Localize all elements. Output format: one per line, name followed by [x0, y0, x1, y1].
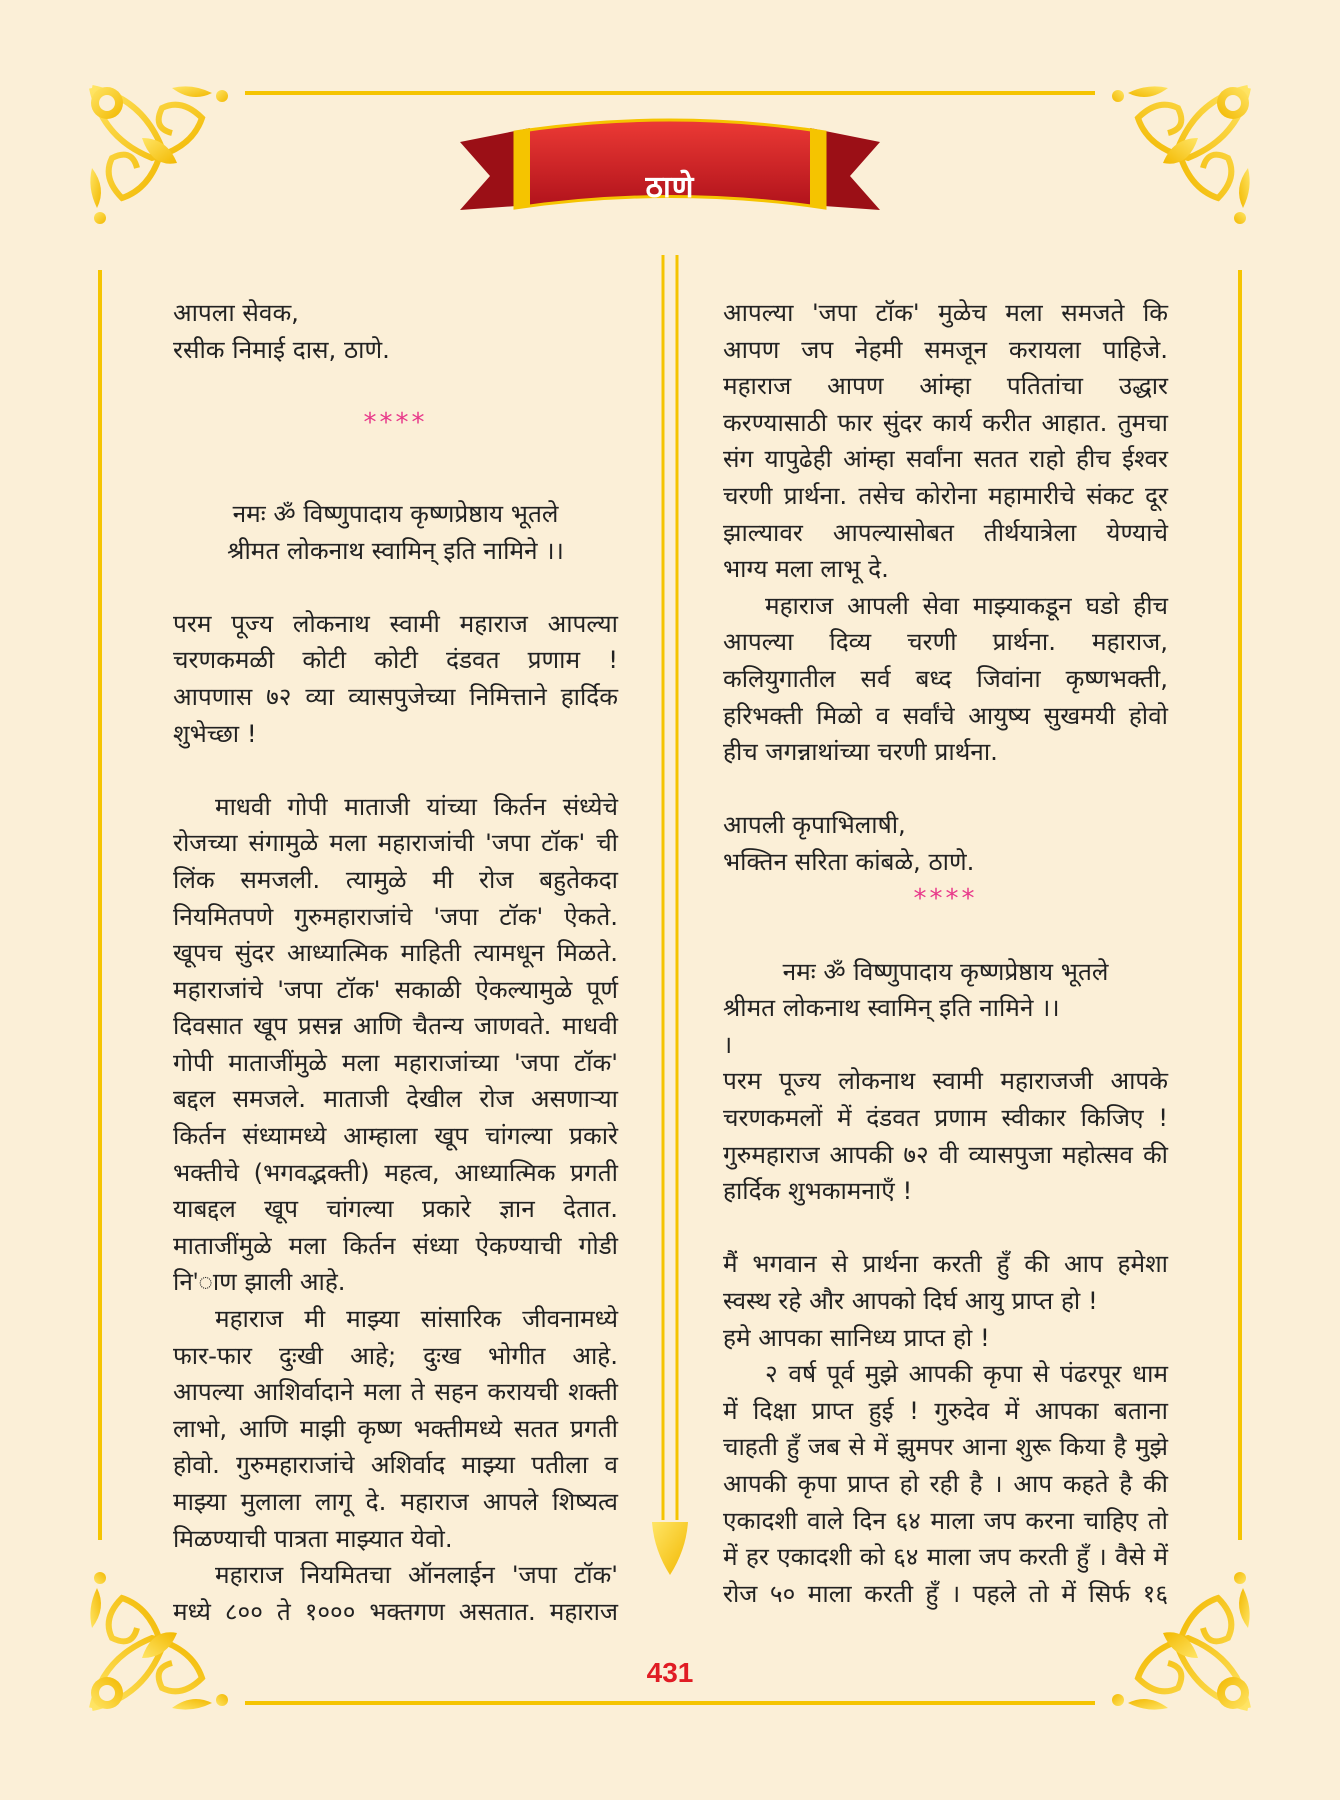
left-mantra — [173, 496, 618, 569]
text-line: परम पूज्य लोकनाथ स्वामी महाराजजी आपके — [723, 1066, 1168, 1096]
text-line: चाहती हुँ जब से में झुमपर आना शुरू किया है मुझे — [723, 1432, 1168, 1462]
right-paragraph-1 — [723, 295, 1168, 588]
text-line: नियमितपणे गुरुमहाराजांचे 'जपा टॉक' ऐकते. — [173, 901, 618, 931]
text-line: आपला सेवक, — [173, 298, 299, 327]
text-line: आपणास ७२ व्या व्यासपुजेच्या निमित्ताने हार्दिक — [173, 681, 618, 711]
separator-stars: **** — [913, 883, 978, 914]
text-line: रोज ५० माला करती हुँ । पहले तो में सिर्फ १६ — [723, 1578, 1168, 1608]
right-mantra — [723, 954, 1168, 1064]
text-line: दिवसात खूप प्रसन्न आणि चैतन्य जाणवते. माधवी — [173, 1011, 618, 1041]
text-line: भक्तीचे (भगवद्भक्ती) महत्व, आध्यात्मिक प्रगती — [173, 1157, 618, 1187]
text-line: आपल्या दिव्य चरणी प्रार्थना. महाराज, — [723, 627, 1168, 657]
text-line: माझ्या मुलाला लागू दे. महाराज आपले शिष्यत्व — [173, 1487, 618, 1516]
text-line: लाभो, आणि माझी कृष्ण भक्तीमध्ये सतत प्रगती — [173, 1413, 618, 1443]
text-line: में दिक्षा प्राप्त हुई ! गुरुदेव में आपका बताना — [723, 1395, 1168, 1425]
text-line: होवो. गुरुमहाराजांचे अशिर्वाद माझ्या पतीला व — [173, 1450, 618, 1480]
right-column — [723, 295, 1168, 1612]
page-number: 431 — [646, 1657, 694, 1688]
text-line: महाराज आपली सेवा माझ्याकडून घडो हीच — [765, 590, 1168, 620]
text-line: में हर एकादशी को ६४ माला जप करती हुँ । वैसे में — [723, 1542, 1168, 1572]
text-line: गुरुमहाराज आपकी ७२ वी व्यासपुजा महोत्सव की — [723, 1139, 1168, 1169]
text-line: भक्तिन सरिता कांबळे, ठाणे. — [723, 846, 975, 876]
text-line: कलियुगातील सर्व बध्द जिवांना कृष्णभक्ती, — [723, 663, 1168, 693]
text-line: हीच जगन्नाथांच्या चरणी प्रार्थना. — [723, 737, 998, 767]
text-line: संग यापुढेही आंम्हा सर्वांना सतत राहो हीच ईश्वर — [723, 444, 1168, 474]
text-line: । — [723, 1029, 733, 1059]
text-line: आपण जप नेहमी समजून करायला पाहिजे. — [723, 334, 1168, 364]
text-line: माताजींमुळे मला किर्तन संध्या ऐकण्याची गोडी — [173, 1230, 618, 1260]
text-line: आपकी कृपा प्राप्त हो रही है । आप कहते है की — [723, 1469, 1168, 1498]
text-line: रोजच्या संगामुळे मला महाराजांची 'जपा टॉक' ची — [173, 828, 618, 858]
section-title: ठाणे — [645, 170, 695, 205]
text-line: महाराज नियमितचा ऑनलाईन 'जपा टॉक' — [215, 1560, 618, 1590]
text-line: झाल्यावर आपल्यासोबत तीर्थयात्रेला येण्याचे — [723, 517, 1168, 547]
text-line: गोपी माताजींमुळे मला महाराजांच्या 'जपा टॉक' — [173, 1047, 618, 1077]
text-line: किर्तन संध्यामध्ये आम्हाला खूप चांगल्या प्रकारे — [173, 1121, 618, 1151]
text-line: चरणकमळी कोटी कोटी दंडवत प्रणाम ! — [173, 645, 618, 675]
right-hindi-paragraph-2 — [723, 1356, 1168, 1612]
text-line: भाग्य मला लाभू दे. — [723, 554, 889, 584]
left-paragraph-2 — [173, 1301, 618, 1557]
left-paragraph-3 — [173, 1557, 618, 1630]
text-line: हार्दिक शुभकामनाएँ ! — [723, 1176, 913, 1206]
text-line: लिंक समजली. त्यामुळे मी रोज बहुतेकदा — [173, 864, 618, 894]
text-line: चरणी प्रार्थना. तसेच कोरोना महामारीचे संकट दूर — [723, 480, 1168, 510]
text-line: आपली कृपाभिलाषी, — [723, 810, 906, 840]
text-line: महाराजांचे 'जपा टॉक' सकाळी ऐकल्यामुळे पूर्ण — [173, 974, 618, 1004]
text-line: परम पूज्य लोकनाथ स्वामी महाराज आपल्या — [173, 608, 618, 638]
left-column — [173, 295, 618, 1630]
left-greeting — [173, 606, 618, 752]
text-line: मध्ये ८०० ते १००० भक्तगण असतात. महाराज — [173, 1596, 618, 1626]
text-line: महाराज आपण आंम्हा पतितांचा उद्धार — [723, 371, 1168, 401]
text-line: आपल्या आशिर्वादाने मला ते सहन करायची शक्ती — [173, 1377, 618, 1407]
left-signoff — [173, 295, 618, 368]
text-line: नमः ॐ विष्णुपादाय कृष्णप्रेष्ठाय भूतले — [782, 956, 1109, 986]
text-line: शुभेच्छा ! — [173, 718, 257, 748]
text-line: एकादशी वाले दिन ६४ माला जप करना चाहिए तो — [723, 1505, 1168, 1535]
right-greeting — [723, 1063, 1168, 1209]
text-line: महाराज मी माझ्या सांसारिक जीवनामध्ये — [215, 1304, 618, 1334]
text-line: स्वस्थ रहे और आपको दिर्घ आयु प्राप्त हो ! — [723, 1286, 1098, 1316]
text-line: रसीक निमाई दास, ठाणे. — [173, 334, 390, 364]
text-line: फार-फार दुःखी आहे; दुःख भोगीत आहे. — [173, 1340, 618, 1370]
text-line: नमः ॐ विष्णुपादाय कृष्णप्रेष्ठाय भूतले — [232, 498, 559, 528]
text-line: हरिभक्ती मिळो व सर्वांचे आयुष्य सुखमयी होवो — [723, 700, 1168, 730]
separator-stars: **** — [363, 407, 428, 438]
text-line: श्रीमत लोकनाथ स्वामिन् इति नामिने ।। — [723, 993, 1060, 1023]
text-line: २ वर्ष पूर्व मुझे आपकी कृपा से पंढरपूर धाम — [765, 1359, 1168, 1389]
text-line: मैं भगवान से प्रार्थना करती हुँ की आप हमेशा — [723, 1249, 1168, 1279]
right-hindi-paragraph-1 — [723, 1246, 1168, 1356]
text-line: खूपच सुंदर आध्यात्मिक माहिती त्यामधून मिळते. — [173, 938, 618, 968]
text-line: करण्यासाठी फार सुंदर कार्य करीत आहात. तुमचा — [723, 407, 1168, 437]
right-signoff — [723, 807, 1168, 880]
text-line: माधवी गोपी माताजी यांच्या किर्तन संध्येचे — [215, 791, 618, 821]
text-line: बद्दल समजले. माताजी देखील रोज असणाऱ्या — [173, 1084, 618, 1114]
text-line: श्रीमत लोकनाथ स्वामिन् इति नामिने ।। — [227, 535, 564, 565]
right-paragraph-2 — [723, 588, 1168, 771]
text-line: याबद्दल खूप चांगल्या प्रकारे ज्ञान देतात. — [173, 1194, 618, 1224]
text-line: आपल्या 'जपा टॉक' मुळेच मला समजते कि — [723, 298, 1168, 327]
text-line: हमे आपका सानिध्य प्राप्त हो ! — [723, 1322, 990, 1352]
left-paragraph-1 — [173, 789, 618, 1301]
text-line: चरणकमलों में दंडवत प्रणाम स्वीकार किजिए ! — [723, 1103, 1168, 1133]
text-line: नि'ाण झाली आहे. — [173, 1267, 346, 1297]
text-line: मिळण्याची पात्रता माझ्यात येवो. — [173, 1523, 453, 1553]
